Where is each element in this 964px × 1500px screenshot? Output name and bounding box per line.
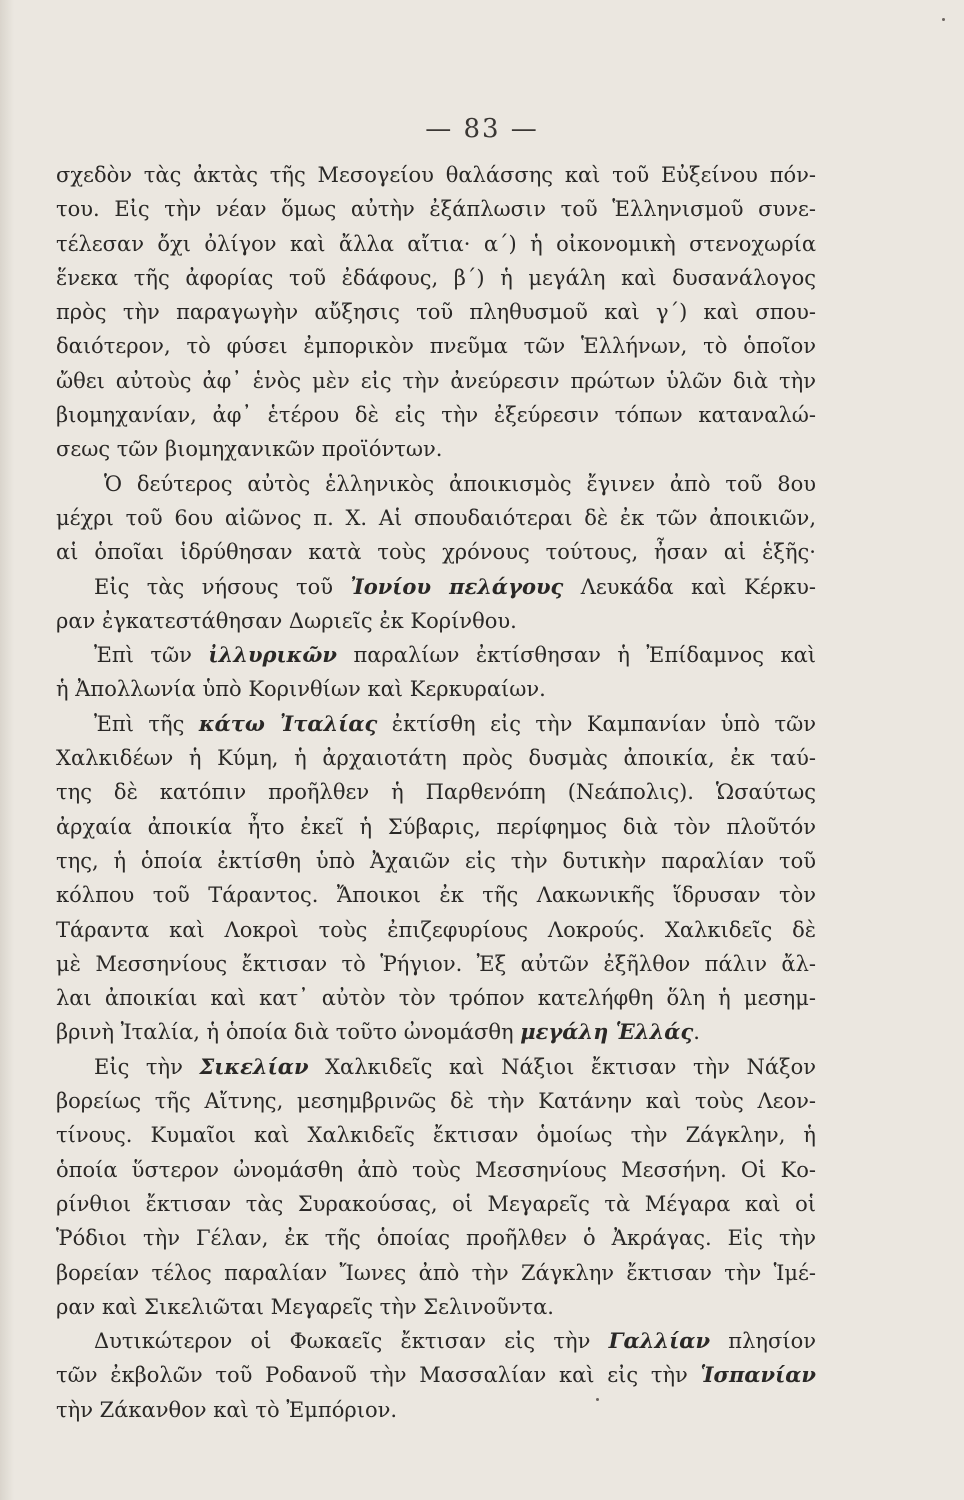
text-run: πρὸς τὴν παραγωγὴν αὔξησις τοῦ πληθυσμοῦ καὶ γ΄) καὶ σπου- [56,300,816,325]
text-line [56,672,816,706]
text-line [56,913,816,947]
text-run: ἀρχαία ἀποικία ἦτο ἐκεῖ ἡ Σύβαρις, περίφημος διὰ τὸν πλοῦτόν [56,814,816,839]
text-line [56,295,816,329]
text-run: . [693,1020,700,1045]
text-run: τέλεσαν ὄχι ὀλίγον καὶ ἄλλα αἴτια· α΄) ἡ οἰκονομικὴ στενοχωρία [56,231,816,256]
text-line [56,192,816,226]
emphasized-term: Γαλλίαν [608,1328,711,1354]
page-number: — 83 — [425,114,539,144]
text-run: βορείαν τέλος παραλίαν Ἴωνες ἀπὸ τὴν Ζάγκλην ἔκτισαν τὴν Ἱμέ- [56,1260,816,1285]
text-line [56,1324,816,1358]
text-line [56,227,816,261]
text-run: λαι ἀποικίαι καὶ κατ᾽ αὐτὸν τὸν τρόπον κατελήφθη ὅλη ἡ μεσημ- [56,986,816,1011]
emphasized-term: μεγάλη Ἑλλάς [520,1019,694,1045]
text-run: Εἰς τὰς νήσους τοῦ [94,574,351,599]
text-run: ἐκτίσθη εἰς τὴν Καμπανίαν ὑπὸ τῶν [377,711,816,736]
text-run: Τάραντα καὶ Λοκροὶ τοὺς ἐπιζεφυρίους Λοκρούς. Χαλκιδεῖς δὲ [56,917,816,942]
text-line [56,432,816,466]
text-run: ἡ Ἀπολλωνία ὑπὸ Κορινθίων καὶ Κερκυραίων. [56,677,546,702]
text-run: ὤθει αὐτοὺς ἀφ᾽ ἑνὸς μὲν εἰς τὴν ἀνεύρεσιν πρώτων ὑλῶν διὰ τὴν [56,368,816,393]
text-run: μέχρι τοῦ 6ου αἰῶνος π. Χ. Αἱ σπουδαιότεραι δὲ ἐκ τῶν ἀποικιῶν, [56,505,816,530]
text-line [56,741,816,775]
text-line [56,329,816,363]
text-run: ραν ἐγκατεστάθησαν Δωριεῖς ἐκ Κορίνθου. [56,608,517,633]
text-run: σεως τῶν βιομηχανικῶν προϊόντων. [56,437,443,462]
text-run: Χαλκιδέων ἡ Κύμη, ἡ ἀρχαιοτάτη πρὸς δυσμὰς ἀποικία, ἐκ ταύ- [56,746,816,771]
text-run: πλησίον [710,1329,816,1354]
text-line [56,604,816,638]
text-run: Ἐπὶ τῆς [94,711,199,736]
text-run: Ὁ δεύτερος αὐτὸς ἑλληνικὸς ἀποικισμὸς ἔγινεν ἀπὸ τοῦ 8ου [104,471,816,496]
text-run: του. Εἰς τὴν νέαν ὅμως αὐτὴν ἐξάπλωσιν τοῦ Ἑλληνισμοῦ συνε- [56,197,816,222]
emphasized-term: ἰλλυρικῶν [208,642,337,668]
text-run: βορείως τῆς Αἴτνης, μεσημβρινῶς δὲ τὴν Κατάνην καὶ τοὺς Λεον- [56,1089,816,1114]
text-line [56,1358,816,1392]
text-line [56,535,816,569]
text-line [56,570,816,604]
text-line [56,467,816,501]
text-run: παραλίων ἐκτίσθησαν ἡ Ἐπίδαμνος καὶ [337,643,817,668]
text-run: Ἐπὶ τῶν [94,643,209,668]
ink-speck [596,1398,599,1401]
emphasized-term: κάτω Ἰταλίας [198,710,378,736]
text-line [56,947,816,981]
text-run: μὲ Μεσσηνίους ἔκτισαν τὸ Ῥήγιον. Ἐξ αὐτῶν ἐξῆλθον πάλιν ἄλ- [56,951,816,976]
text-line [56,501,816,535]
text-run: βρινὴ Ἰταλία, ἡ ὁποία διὰ τοῦτο ὠνομάσθη [56,1020,521,1045]
text-run: Ῥόδιοι τὴν Γέλαν, ἐκ τῆς ὁποίας προῆλθεν ὁ Ἀκράγας. Εἰς τὴν [56,1226,816,1251]
text-run: της, ἡ ὁποία ἐκτίσθη ὑπὸ Ἀχαιῶν εἰς τὴν δυτικὴν παραλίαν τοῦ [56,848,816,873]
text-run: της δὲ κατόπιν προῆλθεν ἡ Παρθενόπη (Νεάπολις). Ὡσαύτως [56,780,816,805]
scan-edge [0,0,14,1500]
text-run: ὁποία ὕστερον ὠνομάσθη ἀπὸ τοὺς Μεσσηνίους Μεσσήνη. Οἱ Κο- [56,1157,816,1182]
emphasized-term: Σικελίαν [199,1053,309,1079]
text-line [56,1084,816,1118]
text-line [56,1256,816,1290]
text-run: δαιότερον, τὸ φύσει ἐμπορικὸν πνεῦμα τῶν Ἑλλήνων, τὸ ὁποῖον [56,334,816,359]
text-run: τὴν Ζάκανθον καὶ τὸ Ἐμπόριον. [56,1397,398,1422]
text-run: σχεδὸν τὰς ἀκτὰς τῆς Μεσογείου θαλάσσης καὶ τοῦ Εὐξείνου πόν- [56,163,816,187]
text-line [56,981,816,1015]
text-run: ἕνεκα τῆς ἀφορίας τοῦ ἐδάφους, β΄) ἡ μεγάλη καὶ δυσανάλογος [56,265,816,290]
text-run: Χαλκιδεῖς καὶ Νάξιοι ἔκτισαν τὴν Νάξον [308,1054,816,1079]
text-line [56,1393,816,1427]
text-run: ρίνθιοι ἔκτισαν τὰς Συρακούσας, οἱ Μεγαρεῖς τὰ Μέγαρα καὶ οἱ [56,1191,816,1216]
text-line [56,878,816,912]
text-run: βιομηχανίαν, ἀφ᾽ ἑτέρου δὲ εἰς τὴν ἐξεύρεσιν τόπων καταναλώ- [56,403,816,428]
text-run: τίνους. Κυμαῖοι καὶ Χαλκιδεῖς ἔκτισαν ὁμοίως τὴν Ζάγκλην, ἡ [56,1123,816,1148]
text-line [56,775,816,809]
emphasized-term: Ἱσπανίαν [700,1362,816,1388]
text-line [56,707,816,741]
text-line [56,844,816,878]
text-line [56,1118,816,1152]
text-line [56,261,816,295]
text-line [56,1153,816,1187]
text-run: ραν καὶ Σικελιῶται Μεγαρεῖς τὴν Σελινοῦντα. [56,1294,554,1319]
text-line [56,810,816,844]
text-line [56,1187,816,1221]
text-line [56,638,816,672]
text-line [56,364,816,398]
text-run: Λευκάδα καὶ Κέρκυ- [563,574,816,599]
ink-speck [942,18,945,21]
text-line [56,158,816,192]
text-run: Εἰς τὴν [94,1054,200,1079]
text-line [56,1290,816,1324]
text-run: κόλπου τοῦ Τάραντος. Ἄποικοι ἐκ τῆς Λακωνικῆς ἵδρυσαν τὸν [56,883,816,908]
emphasized-term: Ἰονίου πελάγους [350,573,564,599]
body-text [56,158,816,1427]
text-line [56,1050,816,1084]
text-line [56,1015,816,1049]
text-run: Δυτικώτερον οἱ Φωκαεῖς ἔκτισαν εἰς τὴν [94,1329,609,1354]
text-run: τῶν ἐκβολῶν τοῦ Ροδανοῦ τὴν Μασσαλίαν καὶ εἰς τὴν [56,1363,701,1388]
text-line [56,398,816,432]
text-line [56,1221,816,1255]
text-run: αἱ ὁποῖαι ἱδρύθησαν κατὰ τοὺς χρόνους τούτους, ἦσαν αἱ ἑξῆς· [56,540,816,565]
